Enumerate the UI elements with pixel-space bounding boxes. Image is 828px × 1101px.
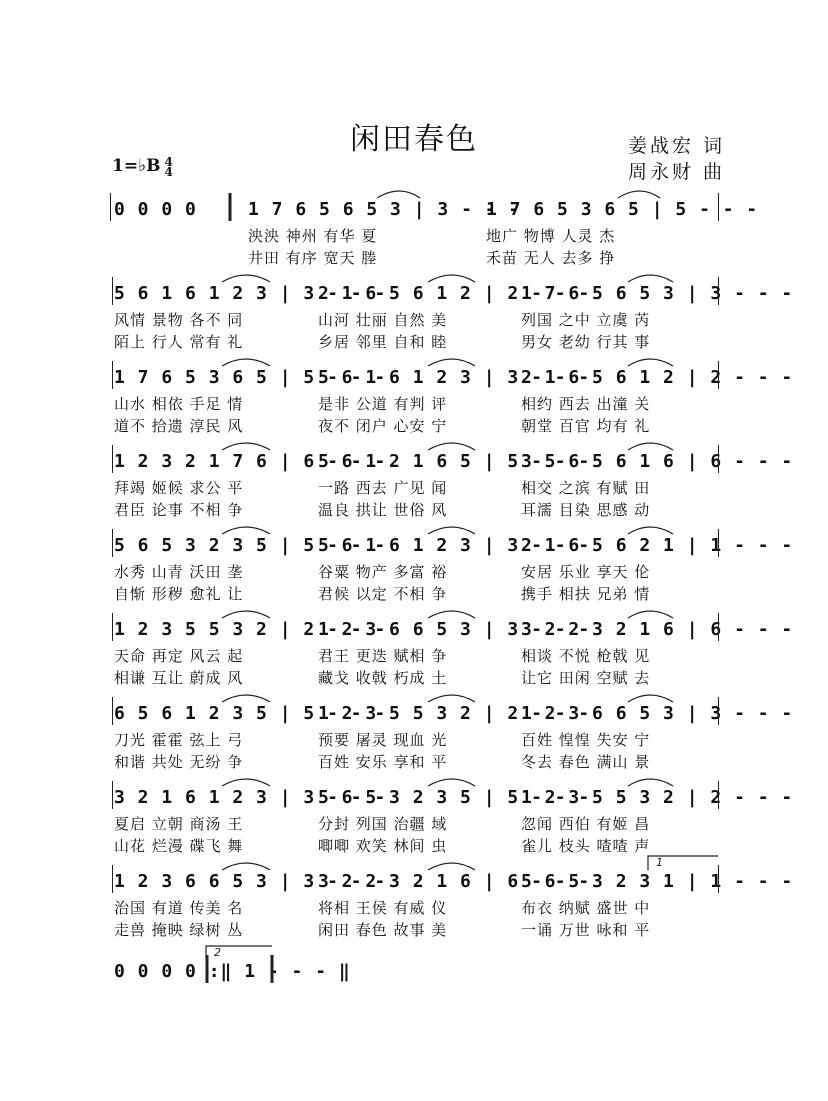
notes-measure-group: 0 0 0 0 :‖ 1 - - - ‖	[114, 961, 351, 982]
lyric-line-1: 拜竭 姬候 求公 平	[114, 479, 244, 497]
lyric-line-2: 君候 以定 不相 争	[318, 585, 448, 603]
lyric-line-2: 男女 老幼 行其 事	[521, 333, 651, 351]
notes-measure-group: 6 5 6 1 2 3 5 | 5 - - -	[114, 703, 387, 724]
lyric-line-2: 让它 田闲 空赋 去	[521, 669, 651, 687]
volta-2-label: 2	[214, 946, 221, 959]
lyric-line-2: 唧唧 欢笑 林间 虫	[318, 837, 448, 855]
notes-measure-group: 1 7 6 5 6 5 3 | 3 - - -	[521, 283, 794, 304]
notes-measure-group: 2 1 6 5 6 1 2 | 2 - - -	[521, 367, 794, 388]
notes-measure-group: 5 6 1 6 1 2 3 | 3 - - -	[114, 283, 387, 304]
notes-measure-group: 1 2 3 5 5 3 2 | 2 - - -	[318, 703, 591, 724]
notes-measure-group: 3 5 6 5 6 1 6 | 6 - - -	[521, 451, 794, 472]
notes-measure-group: 5 6 5 3 2 3 5 | 5 - - -	[114, 535, 387, 556]
lyric-line-1: 安居 乐业 享天 伦	[521, 563, 651, 581]
notes-measure-group: 2 1 6 5 6 1 2 | 2 - - -	[318, 283, 591, 304]
lyric-line-1: 忽闻 西伯 有姬 昌	[521, 815, 651, 833]
notes-measure-group: 1 2 3 6 6 5 3 | 3 - - -	[521, 703, 794, 724]
lyric-line-1: 将相 王侯 有威 仪	[318, 899, 448, 917]
lyric-line-1: 谷粟 物产 多富 裕	[318, 563, 448, 581]
lyric-line-2: 走兽 掩映 绿树 丛	[114, 921, 244, 939]
notes-measure-group: 1 2 3 5 5 3 2 | 2 - - -	[521, 787, 794, 808]
lyric-line-1: 一路 西去 广见 闻	[318, 479, 448, 497]
lyric-line-1: 刀光 霍霍 弦上 弓	[114, 731, 244, 749]
notes-measure-group: 1 7 6 5 3 6 5 | 5 - - -	[114, 367, 387, 388]
lyric-line-2: 君臣 论事 不相 争	[114, 501, 244, 519]
lyric-line-1: 相约 西去 出潼 关	[521, 395, 651, 413]
lyric-line-1: 风情 景物 各不 同	[114, 311, 244, 329]
notes-measure-group: 5 6 5 3 2 3 1 | 1 - - -	[521, 871, 794, 892]
lyric-line-2: 耳濡 目染 思感 动	[521, 501, 651, 519]
notes-measure-group: 3 2 1 6 1 2 3 | 3 - - -	[114, 787, 387, 808]
lyric-line-1: 地广 物博 人灵 杰	[486, 227, 616, 245]
notes-measure-group: 5 6 5 3 2 3 5 | 5 - - -	[318, 787, 591, 808]
lyric-line-2: 携手 相扶 兄弟 情	[521, 585, 651, 603]
notes-measure-group: 5 6 1 2 1 6 5 | 5 - - -	[318, 451, 591, 472]
notes-measure-group: 5 6 1 6 1 2 3 | 3 - - -	[318, 367, 591, 388]
notes-measure-group: 1 7 6 5 3 6 5 | 5 - - -	[486, 199, 759, 220]
lyric-line-2: 山花 烂漫 碟飞 舞	[114, 837, 244, 855]
lyric-line-2: 道不 拾遗 淳民 风	[114, 417, 244, 435]
lyric-line-2: 乡居 邻里 自和 睦	[318, 333, 448, 351]
lyric-line-1: 相交 之滨 有赋 田	[521, 479, 651, 497]
lyric-line-1: 预要 屠灵 现血 光	[318, 731, 448, 749]
lyric-line-1: 分封 列国 治疆 域	[318, 815, 448, 833]
lyric-line-2: 冬去 春色 满山 景	[521, 753, 651, 771]
song-title: 闲田春色	[350, 122, 478, 157]
lyric-line-2: 闲田 春色 故事 美	[318, 921, 448, 939]
lyric-line-1: 水秀 山青 沃田 垄	[114, 563, 244, 581]
lyric-line-2: 一诵 万世 咏和 平	[521, 921, 651, 939]
notes-measure-group: 1 7 6 5 6 5 3 | 3 - - -	[248, 199, 521, 220]
lyric-line-1: 列国 之中 立虞 芮	[521, 311, 651, 329]
lyric-line-1: 天命 再定 风云 起	[114, 647, 244, 665]
lyric-line-1: 治国 有道 传美 名	[114, 899, 244, 917]
lyric-line-1: 相谈 不悦 枪戟 见	[521, 647, 651, 665]
lyric-line-2: 井田 有序 宽天 塍	[248, 249, 378, 267]
notes-measure-group: 1 2 3 5 5 3 2 | 2 - - -	[114, 619, 387, 640]
lyric-line-2: 藏戈 收戟 朽成 土	[318, 669, 448, 687]
lyric-line-2: 和谐 共处 无纷 争	[114, 753, 244, 771]
notes-measure-group: 0 0 0 0	[114, 199, 197, 220]
lyric-line-1: 夏启 立朝 商汤 王	[114, 815, 244, 833]
lyric-line-2: 陌上 行人 常有 礼	[114, 333, 244, 351]
lyricist-credit: 姜战宏 词	[628, 135, 726, 157]
notes-measure-group: 5 6 1 6 1 2 3 | 3 - - -	[318, 535, 591, 556]
lyric-line-1: 是非 公道 有判 评	[318, 395, 448, 413]
notes-measure-group: 3 2 2 3 2 1 6 | 6 - - -	[521, 619, 794, 640]
notes-measure-group: 2 1 6 5 6 2 1 | 1 - - -	[521, 535, 794, 556]
lyric-line-2: 雀儿 枝头 喳喳 声	[521, 837, 651, 855]
lyric-line-1: 山河 壮丽 自然 美	[318, 311, 448, 329]
lyric-line-2: 禾苗 无人 去多 挣	[486, 249, 616, 267]
lyric-line-2: 朝堂 百官 均有 礼	[521, 417, 651, 435]
volta-1-label: 1	[656, 856, 663, 869]
key-tonic: 1=♭B	[112, 156, 161, 176]
composer-credit: 周永财 曲	[628, 161, 726, 183]
lyric-line-1: 百姓 惶惶 失安 宁	[521, 731, 651, 749]
notes-measure-group: 3 2 2 3 2 1 6 | 6 - - -	[318, 871, 591, 892]
meter-bottom: 4	[164, 164, 173, 179]
lyric-line-1: 山水 相依 手足 情	[114, 395, 244, 413]
lyric-line-2: 温良 拱让 世俗 风	[318, 501, 448, 519]
lyric-line-1: 布衣 纳赋 盛世 中	[521, 899, 651, 917]
lyric-line-2: 百姓 安乐 享和 平	[318, 753, 448, 771]
lyric-line-2: 夜不 闭户 心安 宁	[318, 417, 448, 435]
lyric-line-1: 泱泱 神州 有华 夏	[248, 227, 378, 245]
notes-measure-group: 1 2 3 6 6 5 3 | 3 - - -	[318, 619, 591, 640]
lyric-line-2: 自惭 形秽 愈礼 让	[114, 585, 244, 603]
notes-measure-group: 1 2 3 2 1 7 6 | 6 - - -	[114, 451, 387, 472]
meter-top: 4	[164, 154, 173, 169]
notes-measure-group: 1 2 3 6 6 5 3 | 3 - - -	[114, 871, 387, 892]
lyric-line-1: 君王 更迭 赋相 争	[318, 647, 448, 665]
lyric-line-2: 相谦 互让 蔚成 风	[114, 669, 244, 687]
